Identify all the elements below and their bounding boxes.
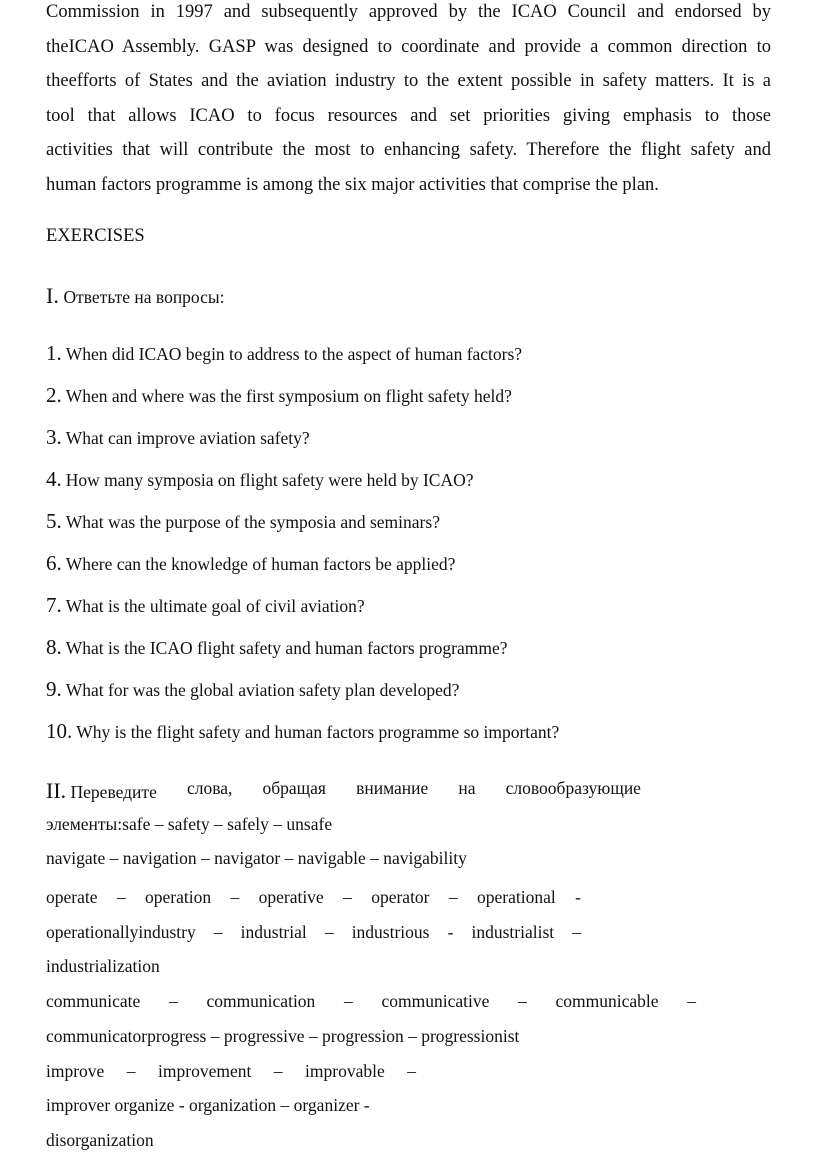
intro-line: Commission in 1997 and subsequently approved by the ICAO Council and endorsed by (46, 2, 771, 22)
question-number: 9. (46, 677, 62, 701)
word: communication (206, 991, 316, 1011)
word: improvable (305, 1061, 385, 1081)
question-number: 7. (46, 593, 62, 617)
part1-numeral: I. (46, 283, 59, 308)
word: industrial (240, 922, 307, 942)
dash: – (116, 887, 126, 907)
question-number: 6. (46, 551, 62, 575)
dash: – (344, 991, 353, 1011)
intro-line: tool that allows ICAO to focus resources and set priorities giving emphasis to those (46, 105, 771, 126)
question-item (46, 635, 508, 660)
instruction-word: на (458, 778, 476, 798)
question-text: When did ICAO begin to address to the aspect of human factors? (65, 344, 523, 364)
question-item (46, 677, 459, 702)
question-number: 3. (46, 425, 62, 449)
intro-line: human factors programme is among the six major activities that comprise the plan. (46, 174, 659, 195)
dash: – (213, 922, 223, 942)
word: operational (477, 887, 556, 907)
instruction-end: элементы: (46, 814, 123, 834)
question-number: 4. (46, 467, 62, 491)
word-family-organize: improver organize - organization – organizer - (46, 1095, 370, 1115)
dash: - (447, 922, 454, 942)
question-item (46, 467, 474, 492)
dash: – (273, 1061, 283, 1081)
dash: - (575, 887, 581, 907)
question-number: 1. (46, 341, 62, 365)
dash: – (448, 887, 458, 907)
word: operate (46, 887, 98, 907)
question-number: 8. (46, 635, 62, 659)
intro-line: activities that will contribute the most to enhancing safety. Therefore the flight safety and (46, 140, 771, 160)
word: communicative (381, 991, 490, 1011)
word-disorganization: disorganization (46, 1130, 154, 1150)
question-number: 5. (46, 509, 62, 533)
dash: – (518, 991, 527, 1011)
question-item (46, 593, 365, 618)
word: improve (46, 1061, 105, 1081)
word-family-operate (46, 887, 581, 908)
question-text: Where can the knowledge of human factors be applied? (65, 554, 456, 574)
word: industrialist (471, 922, 555, 942)
instruction-word: Переведите (70, 782, 157, 802)
question-item (46, 425, 310, 450)
instruction-word: словообразующие (505, 778, 641, 798)
word: operationallyindustry (46, 922, 196, 942)
question-text: How many symposia on flight safety were held by ICAO? (65, 470, 474, 490)
word-family-navigate: navigate – navigation – navigator – navigable – navigability (46, 848, 467, 868)
dash: – (324, 922, 334, 942)
word: communicate (46, 991, 141, 1011)
instruction-word: внимание (356, 778, 429, 798)
question-item (46, 551, 455, 576)
word-family-safe (46, 814, 332, 835)
question-text: What can improve aviation safety? (65, 428, 310, 448)
word-industrialization: industrialization (46, 956, 160, 976)
part2-heading (46, 778, 641, 804)
question-number: 10. (46, 719, 73, 743)
question-text: What was the purpose of the symposia and seminars? (65, 512, 440, 532)
word: operator (371, 887, 430, 907)
dash: – (230, 887, 240, 907)
word-family-progress: communicatorprogress – progressive – progression – progressionist (46, 1026, 520, 1046)
question-text: When and where was the first symposium on flight safety held? (65, 386, 512, 406)
dash: – (343, 887, 352, 907)
question-item (46, 383, 512, 408)
part2-numeral: II. (46, 778, 67, 803)
dash: – (126, 1061, 136, 1081)
dash: – (168, 991, 178, 1011)
dash: – (572, 922, 581, 942)
question-text: Why is the flight safety and human factors programme so important? (76, 722, 560, 742)
question-text: What is the ICAO flight safety and human factors programme? (65, 638, 508, 658)
question-number: 2. (46, 383, 62, 407)
question-text: What is the ultimate goal of civil aviation? (65, 596, 365, 616)
part1-instruction: Ответьте на вопросы: (63, 287, 225, 307)
safe-words: safe – safety – safely – unsafe (122, 814, 333, 834)
word: operation (145, 887, 212, 907)
question-item (46, 509, 440, 534)
intro-line: theefforts of States and the aviation industry to the extent possible in safety matters. It is a (46, 71, 771, 91)
word-family-industry (46, 922, 581, 943)
question-text: What for was the global aviation safety plan developed? (65, 680, 460, 700)
word-family-communicate (46, 991, 696, 1012)
part1-heading (46, 283, 225, 309)
question-item (46, 341, 522, 366)
instruction-word: слова, (186, 778, 233, 798)
exercises-heading: EXERCISES (46, 226, 145, 246)
word: improvement (158, 1061, 252, 1081)
word: communicable (555, 991, 659, 1011)
word: industrious (351, 922, 430, 942)
instruction-word: обращая (262, 778, 326, 798)
dash: – (687, 991, 696, 1011)
dash: – (407, 1061, 416, 1081)
word-family-improve (46, 1061, 416, 1082)
intro-line: theICAO Assembly. GASP was designed to coordinate and provide a common direction to (46, 36, 771, 57)
question-item (46, 719, 559, 744)
word: operative (258, 887, 324, 907)
